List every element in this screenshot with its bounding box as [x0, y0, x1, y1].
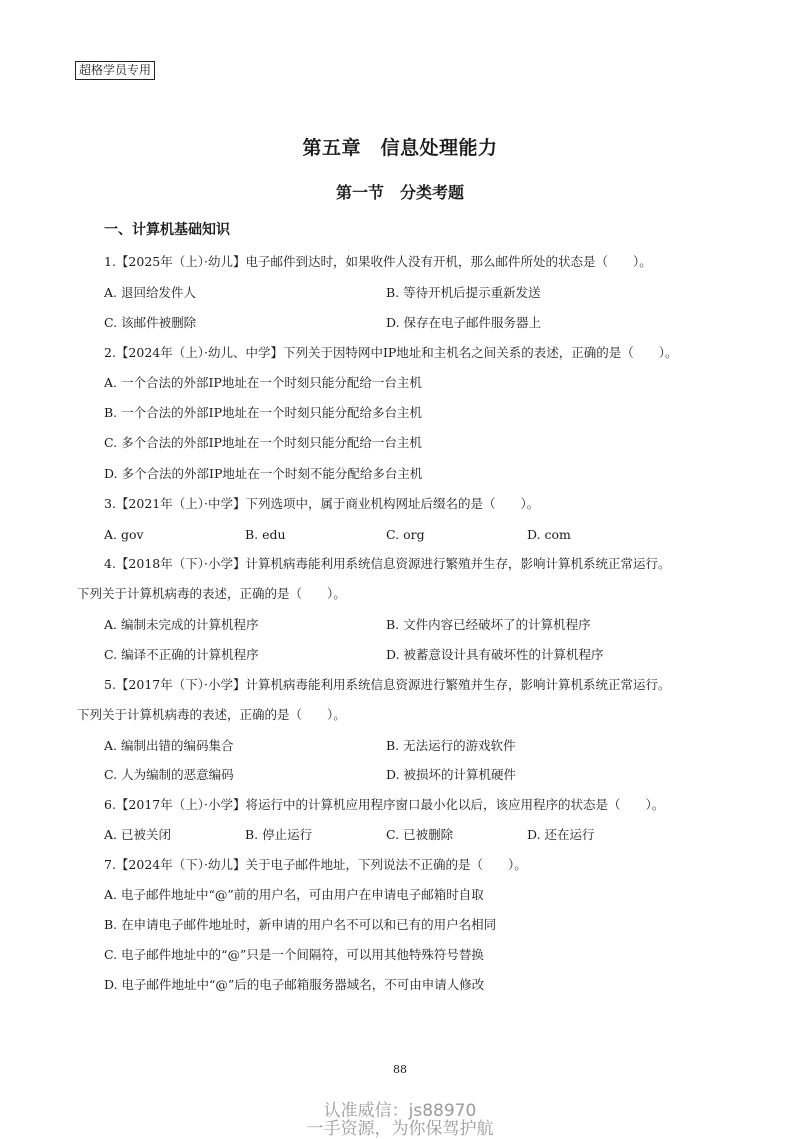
page-number: 88 [393, 1063, 407, 1076]
question-stem: 6.【2017年（上）·小学】将运行中的计算机应用程序窗口最小化以后，该应用程序的状态是（ ）。 [104, 797, 665, 812]
option-b: B. 一个合法的外部IP地址在一个时刻只能分配给多台主机 [104, 405, 422, 420]
part-title: 一、计算机基础知识 [104, 222, 230, 238]
question-stem: 5.【2017年（下）·小学】计算机病毒能利用系统信息资源进行繁殖并生存，影响计算机系统正常运行。 [104, 677, 671, 692]
question-stem-continued: 下列关于计算机病毒的表述，正确的是（ ）。 [77, 586, 346, 601]
option-b: B. 等待开机后提示重新发送 [386, 285, 541, 300]
question-stem: 1.【2025年（上）·幼儿】电子邮件到达时，如果收件人没有开机，那么邮件所处的状态是（ ）。 [104, 254, 652, 269]
option-a: A. 已被关闭 [104, 827, 171, 842]
option-a: A. 退回给发件人 [104, 285, 196, 300]
option-b: B. 文件内容已经破坏了的计算机程序 [386, 617, 591, 632]
option-b: B. edu [245, 527, 286, 542]
option-c: C. 多个合法的外部IP地址在一个时刻只能分配给一台主机 [104, 435, 422, 450]
watermark-line2: 一手资源，为你保驾护航 [306, 1119, 494, 1139]
option-c: C. 电子邮件地址中的“@”只是一个间隔符，可以用其他特殊符号替换 [104, 947, 484, 962]
watermark-line1: 认准威信：js88970 [323, 1101, 477, 1121]
option-c: C. 编译不正确的计算机程序 [104, 647, 259, 662]
option-a: A. gov [104, 527, 144, 542]
option-c: C. org [386, 527, 425, 542]
option-a: A. 电子邮件地址中“@”前的用户名，可由用户在申请电子邮箱时自取 [104, 887, 484, 902]
option-d: D. 被损坏的计算机硬件 [386, 767, 517, 782]
option-d: D. 被蓄意设计具有破坏性的计算机程序 [386, 647, 604, 662]
exclusive-badge: 超格学员专用 [75, 61, 155, 80]
question-stem-continued: 下列关于计算机病毒的表述，正确的是（ ）。 [77, 707, 346, 722]
option-d: D. 还在运行 [527, 827, 595, 842]
option-c: C. 已被删除 [386, 827, 454, 842]
question-stem: 4.【2018年（下）·小学】计算机病毒能利用系统信息资源进行繁殖并生存，影响计算机系统正常运行。 [104, 556, 671, 571]
chapter-title: 第五章 信息处理能力 [302, 137, 498, 159]
section-title: 第一节 分类考题 [335, 183, 464, 202]
option-c: C. 该邮件被删除 [104, 315, 197, 330]
question-stem: 2.【2024年（上）·幼儿、中学】下列关于因特网中IP地址和主机名之间关系的表述，正确的是（ ）。 [104, 345, 678, 360]
option-a: A. 编制未完成的计算机程序 [104, 617, 259, 632]
option-b: B. 停止运行 [245, 827, 313, 842]
option-d: D. com [527, 527, 571, 542]
option-d: D. 电子邮件地址中“@”后的电子邮箱服务器域名，不可由申请人修改 [104, 977, 485, 992]
option-a: A. 编制出错的编码集合 [104, 738, 234, 753]
question-stem: 3.【2021年（上）·中学】下列选项中，属于商业机构网址后缀名的是（ ）。 [104, 496, 540, 511]
option-d: D. 保存在电子邮件服务器上 [386, 315, 542, 330]
option-c: C. 人为编制的恶意编码 [104, 767, 234, 782]
option-b: B. 在申请电子邮件地址时，新申请的用户名不可以和已有的用户名相同 [104, 917, 497, 932]
option-d: D. 多个合法的外部IP地址在一个时刻不能分配给多台主机 [104, 466, 423, 481]
question-stem: 7.【2024年（下）·幼儿】关于电子邮件地址，下列说法不正确的是（ ）。 [104, 857, 527, 872]
option-a: A. 一个合法的外部IP地址在一个时刻只能分配给一台主机 [104, 375, 422, 390]
option-b: B. 无法运行的游戏软件 [386, 738, 516, 753]
